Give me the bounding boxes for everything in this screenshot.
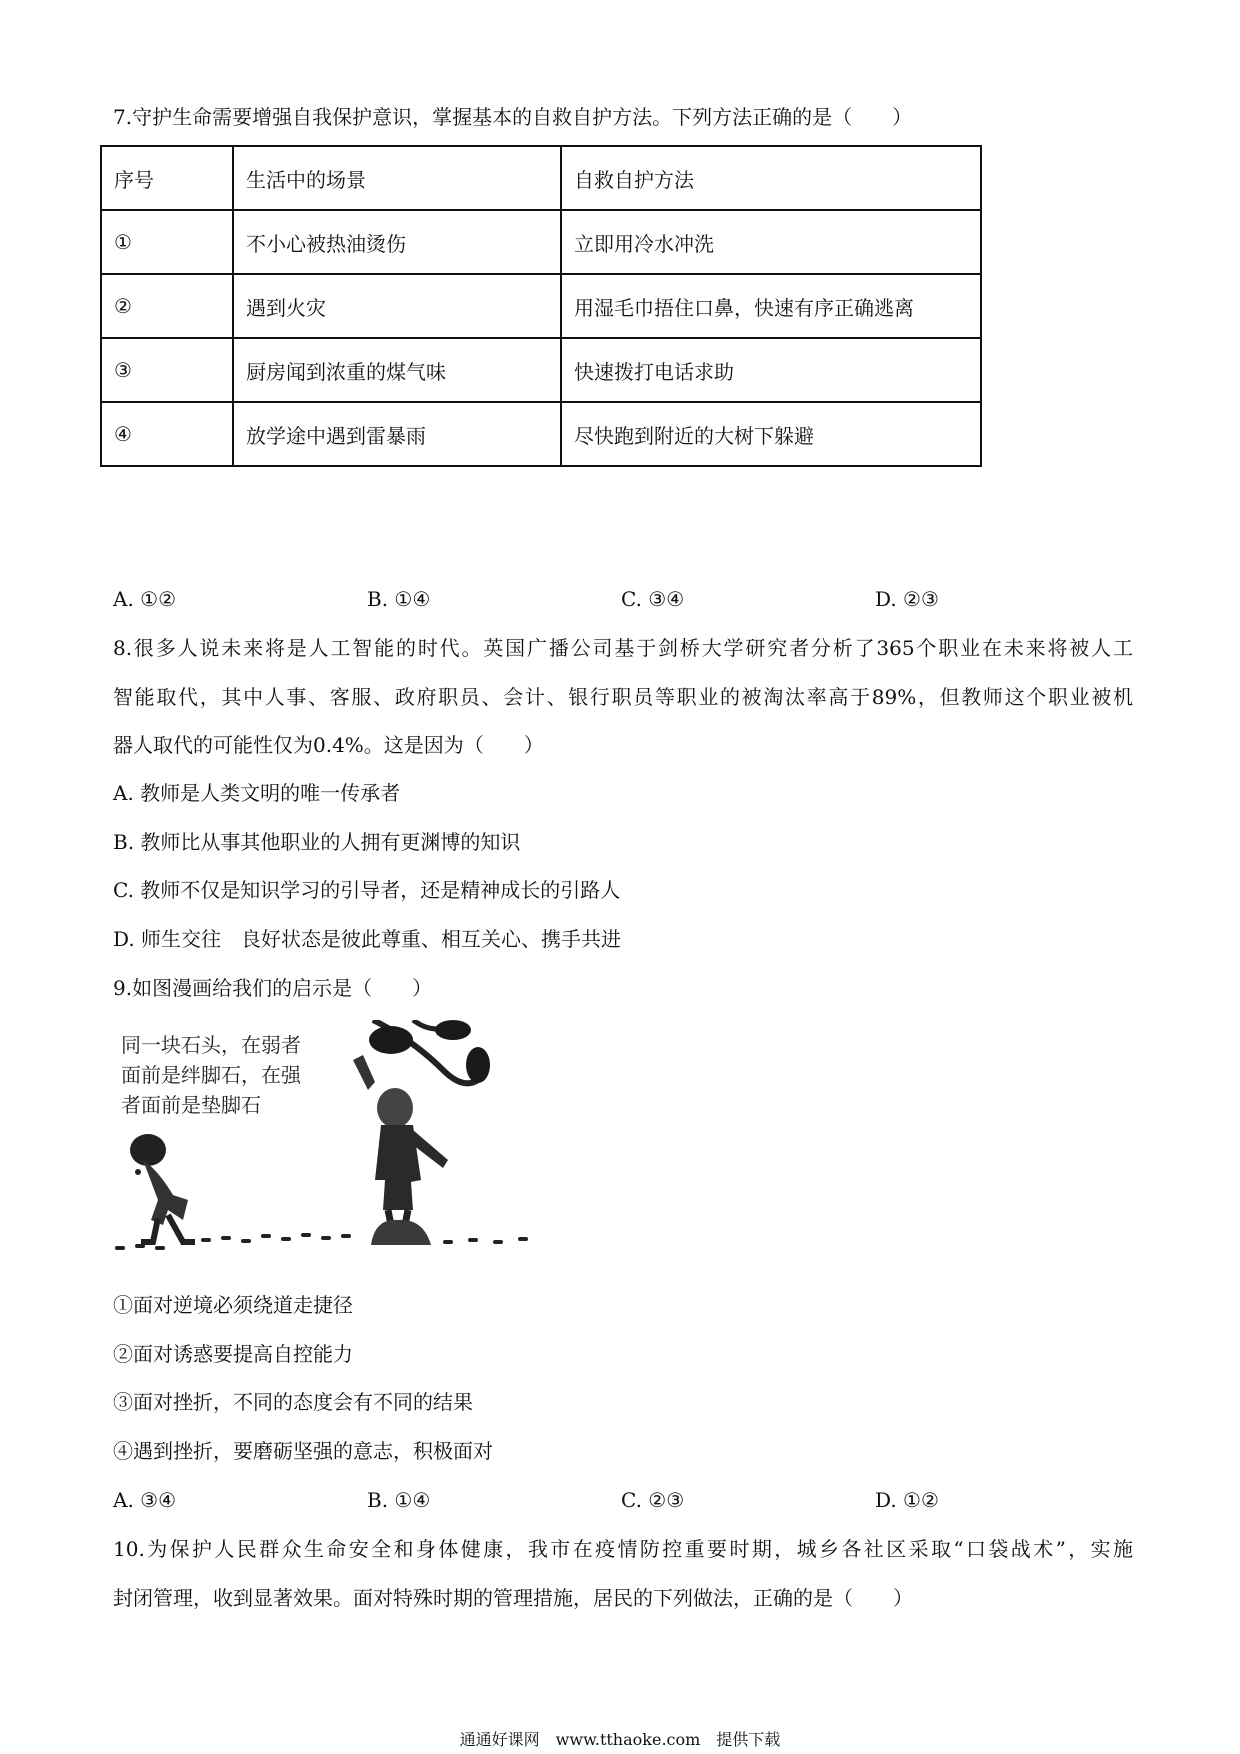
q7-stem: 7.守护生命需要增强自我保护意识，掌握基本的自救自护方法。下列方法正确的是（ ） bbox=[113, 105, 913, 129]
q7-table bbox=[100, 145, 982, 467]
table-cell: 放学途中遇到雷暴雨 bbox=[233, 402, 561, 466]
table-cell: ① bbox=[101, 210, 233, 274]
table-cell: 用湿毛巾捂住口鼻，快速有序正确逃离 bbox=[561, 274, 981, 338]
q9-statement: ②面对诱惑要提高自控能力 bbox=[113, 1342, 353, 1366]
q8-stem-line: 8.很多人说未来将是人工智能的时代。英国广播公司基于剑桥大学研究者分析了365个职业在未来将被人工 bbox=[113, 636, 1133, 660]
table-header-cell: 生活中的场景 bbox=[233, 146, 561, 210]
table-cell: ② bbox=[101, 274, 233, 338]
q8-option-d: D. 师生交往 良好状态是彼此尊重、相互关心、携手共进 bbox=[113, 927, 622, 951]
q7-option-b: B. ①④ bbox=[367, 587, 431, 611]
q7-option-d: D. ②③ bbox=[875, 587, 939, 611]
table-row bbox=[101, 338, 981, 402]
table-cell: 遇到火灾 bbox=[233, 274, 561, 338]
q9-option-b: B. ①④ bbox=[367, 1488, 431, 1512]
table-cell: ④ bbox=[101, 402, 233, 466]
stepping-stone bbox=[371, 1220, 431, 1245]
strong-person-figure bbox=[353, 1055, 448, 1225]
q9-statement: ④遇到挫折，要磨砺坚强的意志，积极面对 bbox=[113, 1439, 493, 1463]
table-header-cell: 自救自护方法 bbox=[561, 146, 981, 210]
q9-option-d: D. ①② bbox=[875, 1488, 939, 1512]
q9-option-a: A. ③④ bbox=[113, 1488, 177, 1512]
table-cell: 立即用冷水冲洗 bbox=[561, 210, 981, 274]
q8-stem-line: 智能取代，其中人事、客服、政府职员、会计、银行职员等职业的被淘汰率高于89%，但教师这个职业被机 bbox=[113, 685, 1133, 709]
table-cell: 不小心被热油烫伤 bbox=[233, 210, 561, 274]
cartoon-caption-line: 面前是绊脚石，在强 bbox=[121, 1063, 301, 1087]
cartoon-caption-line: 同一块石头，在弱者 bbox=[121, 1033, 301, 1057]
cartoon-caption-line: 者面前是垫脚石 bbox=[121, 1093, 261, 1117]
q9-statement: ③面对挫折，不同的态度会有不同的结果 bbox=[113, 1390, 473, 1414]
table-cell: 厨房闻到浓重的煤气味 bbox=[233, 338, 561, 402]
table-row bbox=[101, 402, 981, 466]
q10-stem-line: 10.为保护人民群众生命安全和身体健康，我市在疫情防控重要时期，城乡各社区采取“口袋战术”，实施 bbox=[113, 1537, 1133, 1561]
q9-option-c: C. ②③ bbox=[621, 1488, 685, 1512]
table-cell: 快速拨打电话求助 bbox=[561, 338, 981, 402]
q10-stem-line: 封闭管理，收到显著效果。面对特殊时期的管理措施，居民的下列做法，正确的是（ ） bbox=[113, 1586, 913, 1610]
table-cell: ③ bbox=[101, 338, 233, 402]
q8-option-a: A. 教师是人类文明的唯一传承者 bbox=[113, 781, 401, 805]
cartoon-image bbox=[113, 1020, 538, 1256]
q9-statement: ①面对逆境必须绕道走捷径 bbox=[113, 1293, 353, 1317]
page-footer: 通通好课网 www.tthaoke.com 提供下载 bbox=[459, 1730, 781, 1749]
table-row bbox=[101, 274, 981, 338]
table-row bbox=[101, 210, 981, 274]
q8-option-c: C. 教师不仅是知识学习的引导者，还是精神成长的引路人 bbox=[113, 878, 621, 902]
table-header-row bbox=[101, 146, 981, 210]
q9-stem: 9.如图漫画给我们的启示是（ ） bbox=[113, 976, 433, 1000]
q8-stem-line: 器人取代的可能性仅为0.4%。这是因为（ ） bbox=[113, 733, 544, 757]
q7-option-c: C. ③④ bbox=[621, 587, 685, 611]
table-header-cell: 序号 bbox=[101, 146, 233, 210]
table-cell: 尽快跑到附近的大树下躲避 bbox=[561, 402, 981, 466]
q7-option-a: A. ①② bbox=[113, 587, 177, 611]
weak-person-figure bbox=[130, 1134, 195, 1242]
q8-option-b: B. 教师比从事其他职业的人拥有更渊博的知识 bbox=[113, 830, 521, 854]
